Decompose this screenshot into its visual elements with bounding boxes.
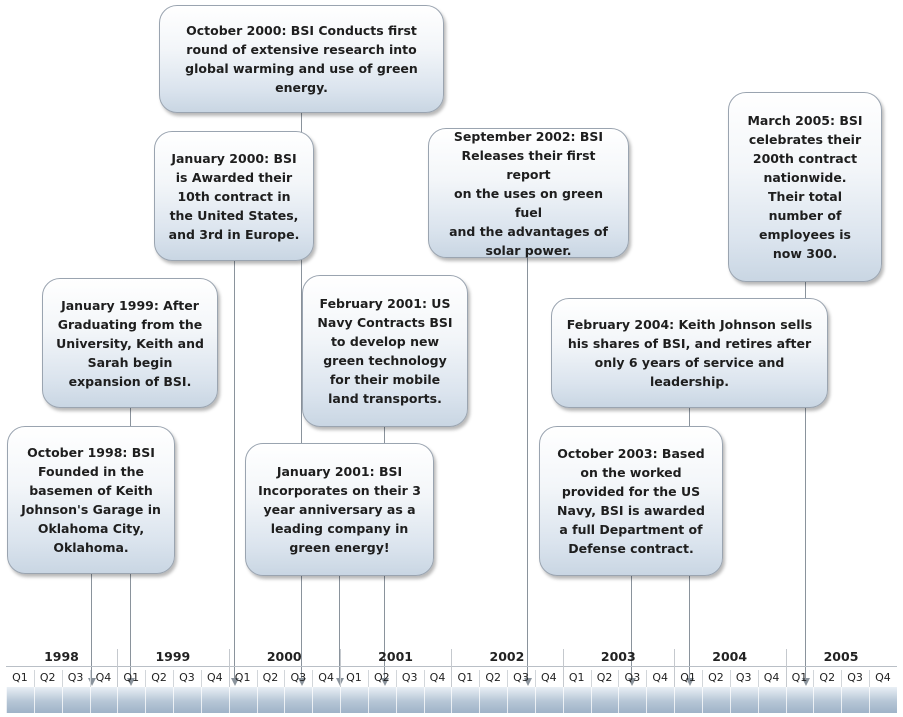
- quarter-label: Q3: [735, 671, 752, 684]
- quarter-bar-divider: [117, 687, 118, 713]
- event-text-line: Sarah begin: [87, 354, 173, 370]
- event-text-line: solar power.: [485, 242, 572, 258]
- quarter-label: Q2: [39, 671, 56, 684]
- event-text-line: only 6 years of service and: [594, 355, 785, 370]
- quarter-divider: [479, 670, 480, 687]
- quarter-divider: [591, 670, 592, 687]
- event-text-line: Oklahoma City,: [37, 521, 145, 536]
- quarter-label: Q1: [12, 671, 28, 684]
- event-text-line: 200th contract: [752, 151, 858, 166]
- event-box-jan-2000: [154, 131, 314, 261]
- event-text-line: and 3rd in Europe.: [168, 226, 300, 242]
- year-label-2005: 2005: [823, 649, 859, 664]
- quarter-divider: [646, 670, 647, 687]
- event-text: [185, 21, 418, 97]
- quarter-bar-divider: [618, 687, 619, 713]
- quarter-divider: [312, 670, 313, 687]
- quarter-bar-divider: [173, 687, 174, 713]
- quarter-divider: [284, 670, 285, 687]
- quarter-divider: [841, 670, 842, 687]
- quarter-label: Q3: [179, 671, 195, 684]
- quarter-bar-divider: [674, 687, 675, 713]
- quarter-bar-divider: [591, 687, 592, 713]
- event-text-line: employees is: [759, 227, 851, 242]
- event-text-line: Johnson's Garage in: [21, 502, 161, 517]
- event-text: [567, 315, 812, 391]
- quarter-bar-divider: [229, 687, 230, 713]
- event-text: [557, 444, 705, 558]
- event-text-line: October 1998: BSI: [27, 445, 155, 460]
- event-box-mar-2005: [728, 92, 882, 282]
- quarter-bar-divider: [340, 687, 341, 713]
- quarter-label: Q3: [401, 671, 418, 684]
- quarter-bar-divider: [758, 687, 759, 713]
- event-text-line: provided for the US: [561, 484, 701, 499]
- quarter-label: Q1: [568, 671, 585, 684]
- quarter-bar-divider: [646, 687, 647, 713]
- quarter-label: Q1: [791, 671, 808, 684]
- event-text-line: is Awarded their: [175, 169, 293, 185]
- quarter-bar-divider: [507, 687, 508, 713]
- quarter-label: Q2: [373, 671, 390, 684]
- quarter-label: Q1: [457, 671, 474, 684]
- quarter-label: Q4: [763, 671, 780, 684]
- event-box-feb-2001: [302, 275, 468, 427]
- quarter-bar-divider: [312, 687, 313, 713]
- event-text-line: his shares of BSI, and retires after: [567, 336, 812, 351]
- quarter-divider: [730, 670, 731, 687]
- event-text: [56, 296, 204, 391]
- quarter-divider: [173, 670, 174, 687]
- event-text-line: expansion of BSI.: [68, 373, 192, 389]
- event-text-line: Releases their first report: [461, 147, 596, 182]
- quarter-bar-divider: [34, 687, 35, 713]
- quarter-bar-divider: [396, 687, 397, 713]
- quarter-label: Q1: [234, 671, 251, 684]
- quarter-divider: [758, 670, 759, 687]
- quarter-bar-divider: [563, 687, 564, 713]
- event-box-feb-2004: [551, 298, 828, 408]
- quarter-bar-divider: [201, 687, 202, 713]
- quarter-label: Q3: [624, 671, 641, 684]
- event-text-line: October 2003: Based: [557, 446, 705, 461]
- event-text-line: to develop new: [330, 334, 440, 349]
- quarter-bar-divider: [730, 687, 731, 713]
- event-text-line: and the advantages of: [449, 223, 608, 239]
- quarter-divider: [424, 670, 425, 687]
- event-text: [258, 462, 421, 557]
- event-text-line: September 2002: BSI: [453, 128, 604, 144]
- quarter-bar-divider: [702, 687, 703, 713]
- event-text: [21, 443, 161, 557]
- event-text-line: green energy!: [289, 540, 390, 555]
- event-text-line: 10th contract in: [177, 188, 291, 204]
- quarter-label: Q2: [596, 671, 613, 684]
- event-text-line: on the worked: [580, 465, 682, 480]
- quarter-divider: [145, 670, 146, 687]
- quarter-divider: [813, 670, 814, 687]
- event-text-line: on the uses on green fuel: [454, 185, 603, 220]
- quarter-bar-divider: [786, 687, 787, 713]
- event-text-line: the United States,: [169, 207, 299, 223]
- quarter-label: Q3: [513, 671, 529, 684]
- event-text-line: Defense contract.: [568, 541, 694, 556]
- year-label-1999: 1999: [155, 649, 191, 664]
- event-text-line: nationwide.: [763, 170, 847, 185]
- quarter-bar-divider: [841, 687, 842, 713]
- quarter-label: Q4: [429, 671, 446, 684]
- quarter-divider: [507, 670, 508, 687]
- quarter-label: Q3: [67, 671, 84, 684]
- quarter-bar-divider: [535, 687, 536, 713]
- quarter-divider: [869, 670, 870, 687]
- event-text-line: for their mobile: [329, 372, 441, 387]
- event-box-oct-2000: [159, 5, 444, 113]
- event-text-line: land transports.: [328, 391, 442, 406]
- event-text-line: March 2005: BSI: [747, 113, 863, 128]
- quarter-divider: [535, 670, 536, 687]
- connector-sep-2002: [527, 256, 528, 678]
- quarter-divider: [34, 670, 35, 687]
- quarter-divider: [90, 670, 91, 687]
- event-box-oct-2003: [539, 426, 723, 576]
- event-text-line: January 2001: BSI: [276, 464, 403, 479]
- event-text-line: round of extensive research into: [186, 42, 417, 57]
- year-label-2000: 2000: [266, 649, 302, 664]
- event-text-line: Navy Contracts BSI: [317, 315, 453, 330]
- quarter-label: Q1: [346, 671, 362, 684]
- quarter-label: Q2: [151, 671, 167, 684]
- year-label-2003: 2003: [600, 649, 636, 664]
- event-text-line: global warming and use of green: [185, 61, 418, 76]
- year-label-2004: 2004: [712, 649, 748, 664]
- event-text-line: February 2001: US: [319, 296, 451, 311]
- quarter-bar-divider: [90, 687, 91, 713]
- event-text-line: February 2004: Keith Johnson sells: [566, 317, 813, 332]
- event-text-line: January 2000: BSI: [171, 150, 297, 166]
- event-text-line: basemen of Keith: [29, 483, 153, 498]
- quarter-bar-divider: [813, 687, 814, 713]
- event-text-line: energy.: [275, 80, 328, 95]
- quarter-divider: [257, 670, 258, 687]
- quarter-divider: [62, 670, 63, 687]
- quarter-bar-divider: [424, 687, 425, 713]
- quarter-label: Q4: [875, 671, 891, 684]
- event-text-line: green technology: [323, 353, 447, 368]
- quarter-divider: [702, 670, 703, 687]
- event-text: [439, 127, 618, 260]
- event-text-line: Oklahoma.: [53, 540, 129, 555]
- quarter-label: Q4: [206, 671, 223, 684]
- quarter-bar-divider: [62, 687, 63, 713]
- event-text-line: Incorporates on their 3: [258, 483, 421, 498]
- year-label-2001: 2001: [378, 649, 413, 664]
- quarter-bar-divider: [6, 687, 7, 713]
- quarter-label: Q1: [123, 671, 140, 684]
- quarter-label: Q4: [318, 671, 334, 684]
- quarter-label: Q3: [290, 671, 307, 684]
- event-box-oct-1998: [7, 426, 175, 574]
- event-text-line: a full Department of: [559, 522, 703, 537]
- quarter-divider: [396, 670, 397, 687]
- quarter-bar-divider: [869, 687, 870, 713]
- quarter-bar-divider: [451, 687, 452, 713]
- quarter-divider: [201, 670, 202, 687]
- quarter-bar-divider: [284, 687, 285, 713]
- event-text-line: Graduating from the: [57, 316, 203, 332]
- year-label-2002: 2002: [489, 649, 525, 664]
- quarter-bar-divider: [479, 687, 480, 713]
- quarter-bar-divider: [257, 687, 258, 713]
- quarter-bar-divider: [145, 687, 146, 713]
- quarter-label: Q2: [819, 671, 836, 684]
- quarter-divider: [618, 670, 619, 687]
- event-text-line: year anniversary as a: [263, 502, 416, 517]
- quarter-label: Q3: [847, 671, 863, 684]
- quarter-label: Q4: [541, 671, 557, 684]
- event-text-line: Their total: [768, 189, 842, 204]
- connector-jan-2000: [234, 259, 235, 678]
- quarter-label: Q2: [262, 671, 279, 684]
- quarter-label: Q1: [680, 671, 696, 684]
- quarter-divider: [368, 670, 369, 687]
- event-box-jan-2001: [245, 443, 434, 576]
- event-text-line: celebrates their: [748, 132, 862, 147]
- event-text-line: January 1999: After: [61, 297, 199, 313]
- event-text-line: leadership.: [649, 374, 730, 389]
- event-text-line: number of: [768, 208, 842, 223]
- quarter-label: Q2: [485, 671, 501, 684]
- event-text-line: University, Keith and: [56, 335, 204, 351]
- quarter-label: Q4: [95, 671, 112, 684]
- event-text-line: Navy, BSI is awarded: [557, 503, 705, 518]
- year-label-1998: 1998: [44, 649, 79, 664]
- event-text-line: now 300.: [772, 246, 838, 261]
- quarter-bar-divider: [368, 687, 369, 713]
- event-text: [747, 111, 862, 263]
- quarter-label: Q4: [652, 671, 669, 684]
- event-text-line: October 2000: BSI Conducts first: [186, 23, 417, 38]
- event-text-line: leading company in: [270, 521, 409, 536]
- event-box-sep-2002: [428, 128, 629, 258]
- event-text: [169, 149, 300, 244]
- event-box-jan-1999: [42, 278, 218, 408]
- event-text: [317, 294, 452, 408]
- event-text-line: Founded in the: [37, 464, 145, 479]
- quarter-label: Q2: [708, 671, 724, 684]
